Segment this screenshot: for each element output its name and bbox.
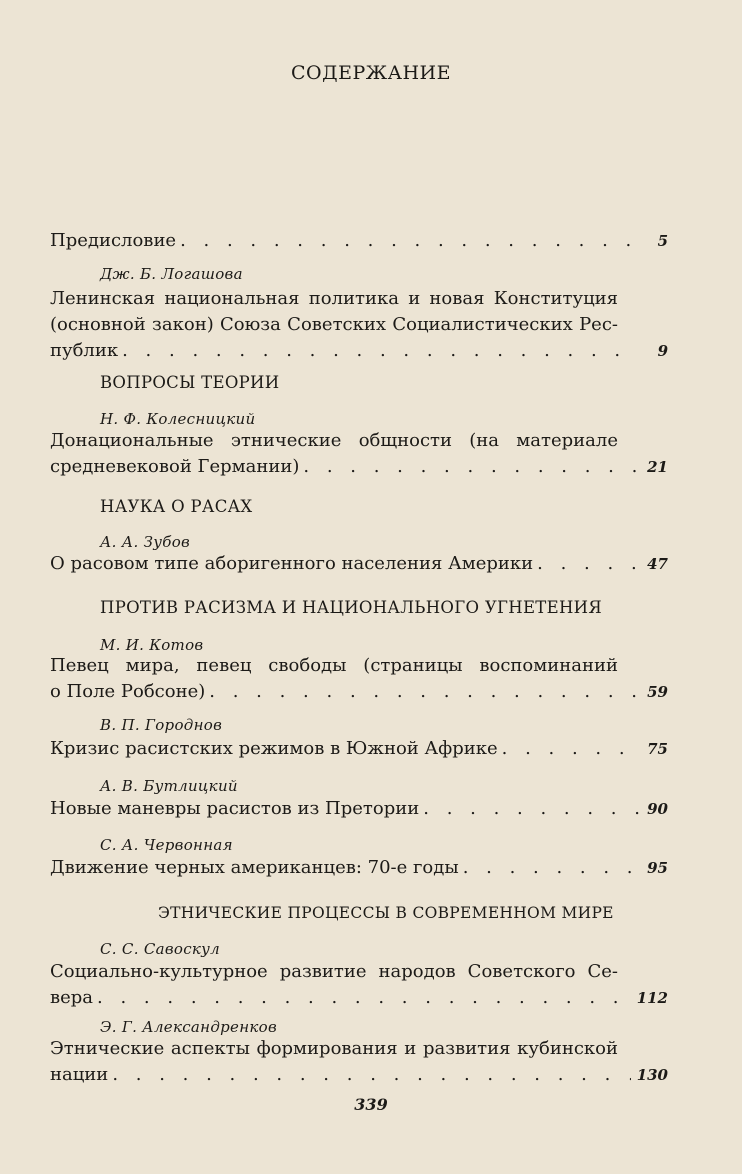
section-heading: ЭТНИЧЕСКИЕ ПРОЦЕССЫ В СОВРЕМЕННОМ МИРЕ [158, 904, 614, 922]
entry-title: Донациональные этнические общности (на материале [50, 430, 618, 451]
toc-entry [50, 653, 668, 705]
toc-entry [50, 551, 668, 577]
entry-author: В. П. Городнов [100, 716, 223, 734]
page-number: 21 [647, 458, 668, 476]
entry-title: Социально-культурное развитие народов Советского Се- [50, 961, 618, 982]
footer-page-number: 339 [354, 1095, 388, 1114]
entry-title: О расовом типе аборигенного населения Америки [50, 553, 534, 574]
entry-author: С. А. Червонная [100, 836, 233, 854]
toc-entry [50, 959, 668, 1011]
entry-author: Н. Ф. Колесницкий [100, 410, 256, 428]
entry-title: публик [50, 340, 119, 361]
page-number: 112 [636, 989, 668, 1007]
section-heading: ВОПРОСЫ ТЕОРИИ [100, 373, 280, 392]
page-number: 9 [657, 342, 668, 360]
entry-title: (основной закон) Союза Советских Социалистических Рес- [50, 314, 618, 335]
entry-title: Предисловие [50, 230, 177, 251]
entry-title: о Поле Робсоне) [50, 681, 206, 702]
page-number: 95 [647, 859, 668, 877]
entry-author: Э. Г. Александренков [100, 1018, 278, 1036]
entry-author: А. В. Бутлицкий [100, 777, 238, 795]
section-heading: НАУКА О РАСАХ [100, 497, 253, 516]
section-heading: ПРОТИВ РАСИЗМА И НАЦИОНАЛЬНОГО УГНЕТЕНИЯ [100, 598, 602, 617]
entry-title: Певец мира, певец свободы (страницы воспоминаний [50, 655, 618, 676]
toc-entry [50, 286, 668, 364]
page-number: 75 [647, 740, 668, 758]
entry-title: Кризис расистских режимов в Южной Африке [50, 738, 498, 759]
entry-title: Новые маневры расистов из Претории [50, 798, 420, 819]
page-title: СОДЕРЖАНИЕ [291, 62, 451, 84]
page-number: 5 [657, 232, 668, 250]
entry-title: Движение черных американцев: 70-е годы [50, 857, 459, 878]
page-number: 47 [647, 555, 668, 573]
page-number: 59 [647, 683, 668, 701]
entry-title: Этнические аспекты формирования и развития кубинской [50, 1038, 618, 1059]
toc-entry [50, 228, 668, 254]
toc-entry [50, 1036, 668, 1088]
toc-entry [50, 428, 668, 480]
page-number: 130 [636, 1066, 668, 1084]
entry-title: вера [50, 987, 94, 1008]
entry-author: А. А. Зубов [100, 533, 191, 551]
entry-title: средневековой Германии) [50, 456, 300, 477]
toc-entry [50, 736, 668, 762]
entry-author: М. И. Котов [100, 636, 204, 654]
entry-author: Дж. Б. Логашова [100, 265, 243, 283]
entry-author: С. С. Савоскул [100, 940, 221, 958]
page-number: 90 [647, 800, 668, 818]
entry-title: Ленинская национальная политика и новая Конституция [50, 288, 618, 309]
toc-entry [50, 855, 668, 881]
entry-title: нации [50, 1064, 109, 1085]
toc-entry [50, 796, 668, 822]
